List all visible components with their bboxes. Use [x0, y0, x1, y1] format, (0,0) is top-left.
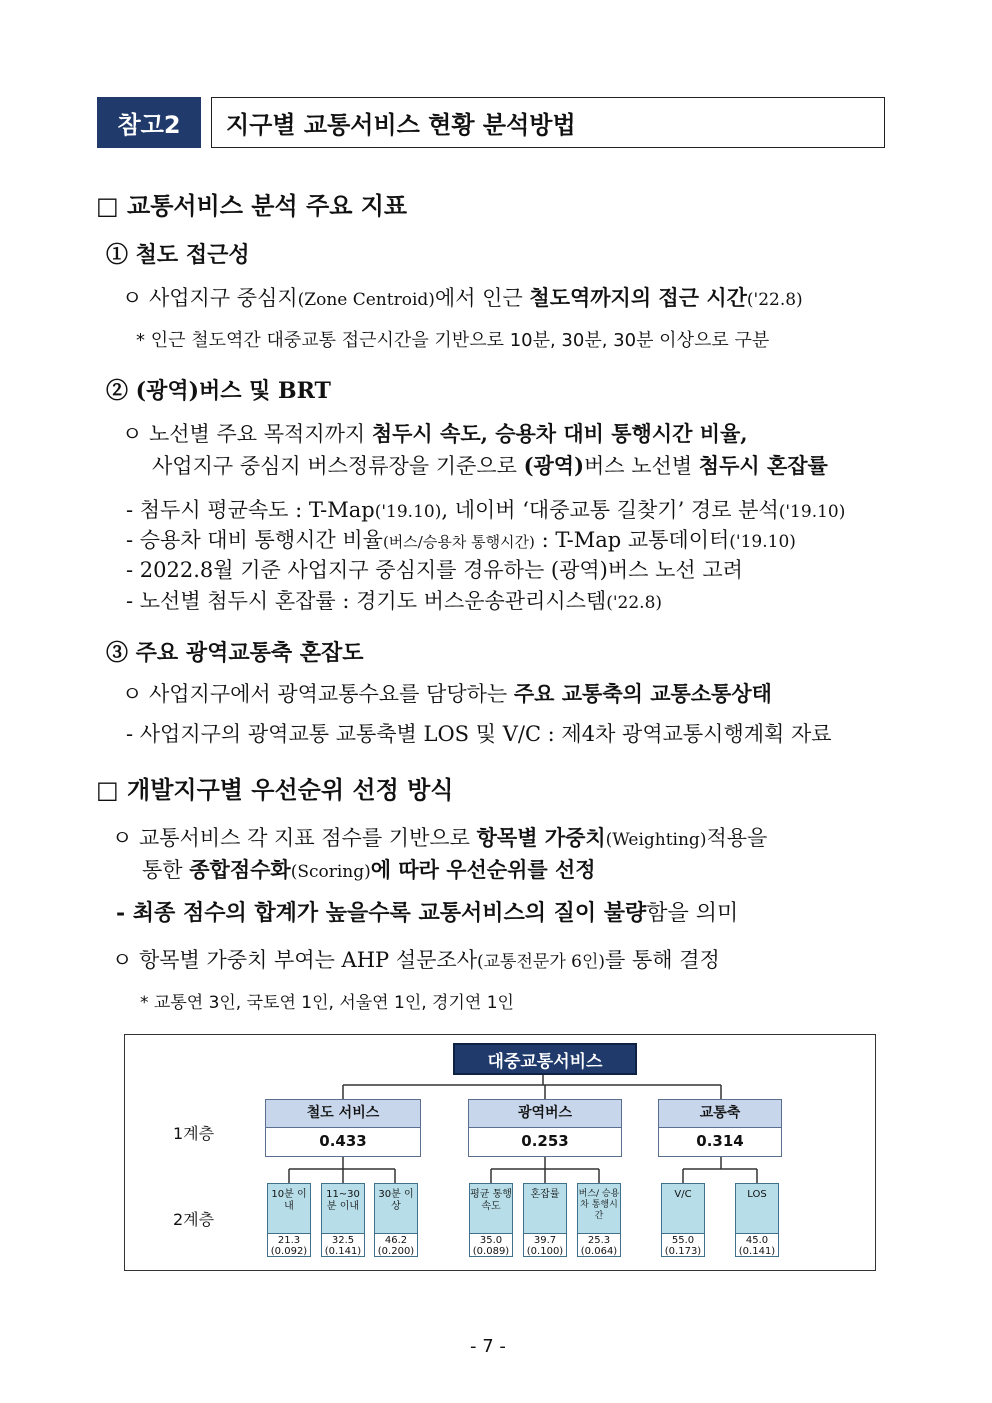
s2-b1-l2-post: 에 따라 우선순위를 선정 — [370, 857, 596, 882]
s2-b1-paren: (Weighting) — [605, 830, 707, 850]
item-2-line1-pre: ㅇ 노선별 주요 목적지까지 — [122, 422, 372, 446]
leaf-weight: (0.100) — [526, 1246, 564, 1257]
item-3-bullet-bold: 주요 교통축의 교통소통상태 — [513, 681, 772, 706]
leaf-weight: (0.089) — [472, 1246, 510, 1257]
item-3-bullet-pre: ㅇ 사업지구에서 광역교통수요를 담당하는 — [122, 682, 514, 706]
item-2-d4-date: ('22.8) — [606, 593, 663, 613]
s2-b1-l2-pre: 통한 — [142, 858, 190, 882]
s2-dash-post: 함을 의미 — [646, 901, 739, 926]
section-2-bullet-1-line2 — [142, 854, 596, 884]
leaf-label: 혼잡률 — [524, 1184, 566, 1234]
s2-b1-post: 적용을 — [706, 826, 768, 850]
leaf-label: LOS — [736, 1184, 778, 1234]
leaf-weight: (0.200) — [377, 1246, 415, 1257]
item-3-title — [106, 636, 364, 667]
item-2-detail-4 — [126, 585, 662, 615]
level-2-label: 2계층 — [173, 1210, 215, 1229]
item-3-bullet — [122, 678, 772, 708]
section-2-title: □ 개발지구별 우선순위 선정 방식 — [96, 776, 454, 804]
item-1-bullet-bold: 철도역까지의 접근 시간 — [529, 285, 747, 310]
item-2-line2-bold2: 첨두시 혼잡률 — [698, 453, 828, 478]
item-1-bullet — [122, 282, 803, 312]
leaf-axis-vc — [661, 1183, 705, 1257]
reference-title: 지구별 교통서비스 현황 분석방법 — [211, 97, 885, 148]
s2-b1-l2-paren: (Scoring) — [290, 862, 371, 882]
item-1-bullet-paren: (Zone Centroid) — [297, 290, 435, 310]
leaf-weight: (0.173) — [664, 1246, 702, 1257]
leaf-weight: (0.092) — [270, 1246, 308, 1257]
ahp-hierarchy-diagram — [124, 1034, 876, 1271]
node-wide-bus — [468, 1099, 622, 1157]
s2-b2-small: (교통전문가 6인) — [477, 952, 606, 972]
item-2-d2-mid: : T-Map 교통데이터 — [534, 528, 730, 552]
item-1-title — [106, 238, 250, 269]
leaf-rail-11-30min — [321, 1183, 365, 1257]
node-axis-value: 0.314 — [659, 1128, 781, 1155]
item-2-title-text: ② (광역)버스 및 BRT — [106, 378, 331, 404]
leaf-bus-travel-time — [577, 1183, 621, 1257]
item-2-bullet-line2 — [152, 450, 828, 480]
item-2-line2-bold1: (광역) — [523, 453, 585, 478]
s2-dash-bold: - 최종 점수의 합계가 높을수록 교통서비스의 질이 불량 — [116, 900, 647, 926]
s2-b2-pre: ㅇ 항목별 가중치 부여는 AHP 설문조사 — [112, 948, 477, 972]
item-2-detail-2 — [126, 524, 796, 554]
node-rail-value: 0.433 — [266, 1128, 420, 1155]
leaf-label: 11~30분 이내 — [322, 1184, 364, 1234]
section-2-bullet-1 — [112, 822, 767, 852]
item-1-bullet-mid: 에서 인근 — [434, 286, 530, 310]
leaf-value: 45.0 — [745, 1235, 769, 1246]
item-2-d2-pre: - 승용차 대비 통행시간 비율 — [126, 528, 383, 552]
leaf-label: 버스/ 승용차 통행시간 — [578, 1184, 620, 1234]
item-1-note: * 인근 철도역간 대중교통 접근시간을 기반으로 10분, 30분, 30분 이상으로 구분 — [136, 330, 770, 351]
leaf-bus-congestion — [523, 1183, 567, 1257]
leaf-rail-10min — [267, 1183, 311, 1257]
item-2-d1-pre: - 첨두시 평균속도 : T-Map — [126, 498, 375, 522]
leaf-value: 25.3 — [587, 1235, 611, 1246]
leaf-bus-speed — [469, 1183, 513, 1257]
leaf-rail-30min-plus — [374, 1183, 418, 1257]
leaf-weight: (0.141) — [324, 1246, 362, 1257]
item-2-d2-small: (버스/승용차 통행시간) — [382, 533, 535, 551]
leaf-value: 21.3 — [277, 1235, 301, 1246]
node-bus-name: 광역버스 — [469, 1100, 621, 1128]
leaf-label: 30분 이상 — [375, 1184, 417, 1234]
item-2-detail-3: - 2022.8월 기준 사업지구 중심지를 경유하는 (광역)버스 노선 고려 — [126, 558, 743, 582]
item-1-title-text: ① 철도 접근성 — [106, 242, 250, 268]
section-2-bullet-2 — [112, 944, 720, 974]
item-2-d1-mid: , 네이버 ‘대중교통 길찾기’ 경로 분석 — [441, 498, 779, 522]
item-2-line2-mid: 버스 노선별 — [584, 454, 699, 478]
node-traffic-axis — [658, 1099, 782, 1157]
leaf-weight: (0.141) — [738, 1246, 776, 1257]
item-2-line1-bold: 첨두시 속도, 승용차 대비 통행시간 비율, — [371, 421, 748, 446]
s2-b2-post: 를 통해 결정 — [605, 948, 720, 972]
reference-tag: 참고2 — [97, 97, 201, 148]
node-bus-value: 0.253 — [469, 1128, 621, 1155]
leaf-value: 32.5 — [331, 1235, 355, 1246]
leaf-value: 55.0 — [671, 1235, 695, 1246]
node-rail-service — [265, 1099, 421, 1157]
s2-b1-l2-bold: 종합점수화 — [189, 857, 291, 882]
node-rail-name: 철도 서비스 — [266, 1100, 420, 1128]
section-2-dash — [116, 896, 738, 927]
item-2-d2-date: ('19.10) — [729, 532, 796, 552]
item-2-line2-pre: 사업지구 중심지 버스정류장을 기준으로 — [152, 454, 524, 478]
diagram-root: 대중교통서비스 — [453, 1043, 637, 1075]
leaf-label: V/C — [662, 1184, 704, 1234]
item-1-bullet-date: ('22.8) — [746, 290, 803, 310]
item-2-d4-pre: - 노선별 첨두시 혼잡률 : 경기도 버스운송관리시스템 — [126, 589, 607, 613]
s2-b1-pre: ㅇ 교통서비스 각 지표 점수를 기반으로 — [112, 826, 477, 850]
item-2-bullet-line1 — [122, 418, 748, 448]
leaf-value: 46.2 — [384, 1235, 408, 1246]
leaf-value: 39.7 — [533, 1235, 557, 1246]
section-2-note: * 교통연 3인, 국토연 1인, 서울연 1인, 경기연 1인 — [140, 993, 514, 1013]
item-2-d1-date1: ('19.10) — [374, 502, 442, 522]
level-1-label: 1계층 — [173, 1124, 215, 1143]
leaf-label: 평균 통행 속도 — [470, 1184, 512, 1234]
section-1-title: □ 교통서비스 분석 주요 지표 — [96, 192, 408, 220]
page-number: - 7 - — [470, 1336, 506, 1357]
leaf-label: 10분 이내 — [268, 1184, 310, 1234]
item-2-d1-date2: ('19.10) — [778, 502, 846, 522]
item-3-title-text: ③ 주요 광역교통축 혼잡도 — [106, 640, 364, 666]
leaf-value: 35.0 — [479, 1235, 503, 1246]
item-3-dash: - 사업지구의 광역교통 교통축별 LOS 및 V/C : 제4차 광역교통시행계획 자료 — [126, 722, 832, 746]
node-axis-name: 교통축 — [659, 1100, 781, 1128]
leaf-weight: (0.064) — [580, 1246, 618, 1257]
item-2-detail-1 — [126, 494, 845, 524]
leaf-axis-los — [735, 1183, 779, 1257]
item-1-bullet-pre: ㅇ 사업지구 중심지 — [122, 286, 298, 310]
s2-b1-bold: 항목별 가중치 — [476, 825, 606, 850]
item-2-title — [106, 374, 331, 405]
